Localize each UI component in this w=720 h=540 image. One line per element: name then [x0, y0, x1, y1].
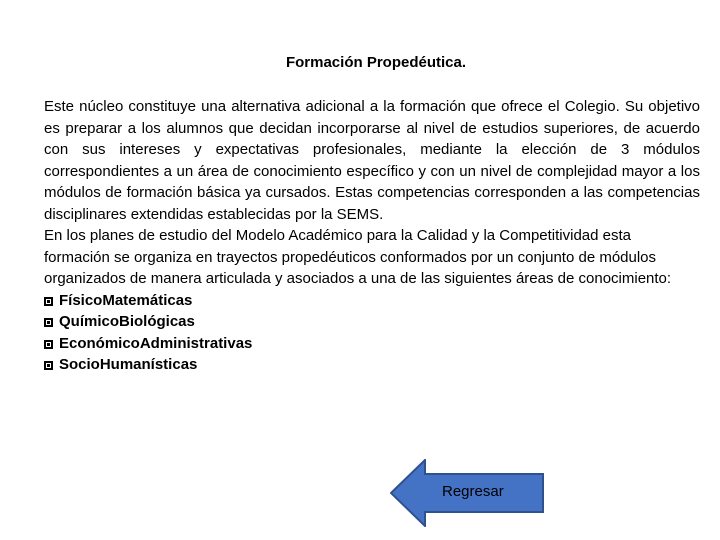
plans-paragraph: En los planes de estudio del Modelo Académico para la Calidad y la Competitividad esta formación se organiza en trayectos propedéuticos conformados por un conjunto de módulos organizados de manera articulada y asociados a una de las siguientes áreas de conocimiento: [44, 227, 672, 287]
areas-list [44, 290, 700, 376]
area-label: FísicoMatemáticas [59, 291, 193, 309]
area-label: EconómicoAdministrativas [59, 334, 253, 352]
intro-paragraph: Este núcleo constituye una alternativa adicional a la formación que ofrece el Colegio. Su objetivo es preparar a los alumnos que decidan incorporarse al nivel de estudios superiores, de acuerdo con sus intereses y expectativas profesionales, mediante la elección de 3 módulos correspondientes a un área de conocimiento específico y con un nivel de complejidad mayor a los módulos de formación básica ya cursados. Estas competencias corresponden a las competencias disciplinares extendidas establecidas por la SEMS. [44, 98, 700, 223]
square-bullet-icon [44, 340, 53, 349]
list-item [44, 354, 700, 376]
square-bullet-icon [44, 318, 53, 327]
back-button-label: Regresar [442, 483, 504, 500]
area-label: SocioHumanísticas [59, 356, 198, 373]
square-bullet-icon [44, 297, 53, 306]
list-item [44, 333, 700, 355]
back-button[interactable] [390, 459, 545, 527]
page-title: Formación Propedéutica. [285, 54, 467, 71]
list-item [44, 290, 700, 312]
body-content [44, 96, 700, 376]
square-bullet-icon [44, 361, 53, 370]
area-label: QuímicoBiológicas [59, 313, 195, 330]
list-item [44, 311, 700, 333]
